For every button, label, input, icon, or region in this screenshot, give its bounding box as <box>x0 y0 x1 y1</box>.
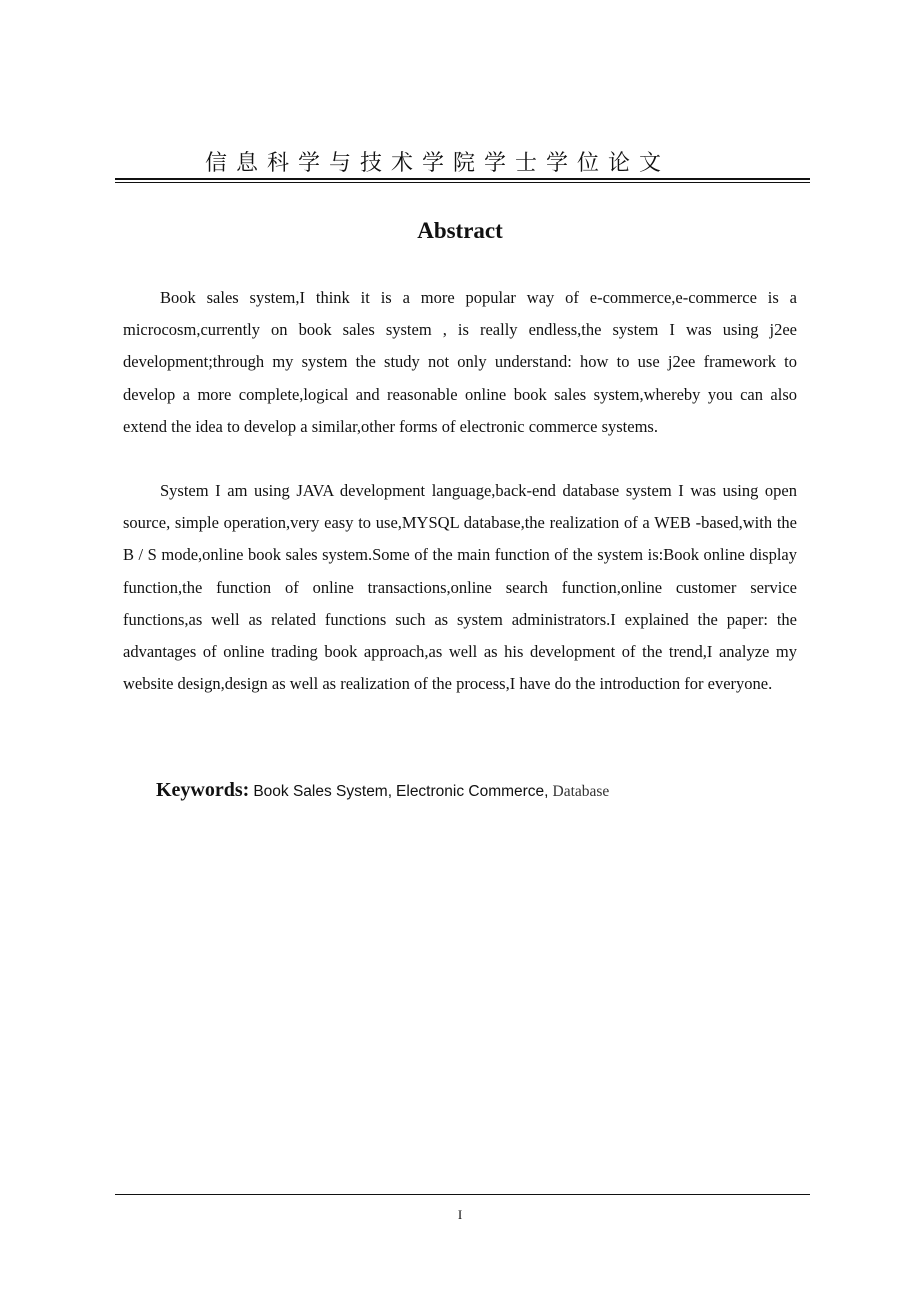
header-divider-thick <box>115 178 810 180</box>
keyword-item: Book Sales System, <box>253 783 393 800</box>
paragraph-text: System I am using JAVA development language,back-end database system I was using open source, simple operation,very easy to use,MYSQL database,the realization of a WEB -based,with the B / S mode,online book sales system.Some of the main function of the system is:Book online display function,the function of online transactions,online search function,online customer service functions,as well as related functions such as system administrators.I explained the paper: the advantages of online trading book approach,as well as his development of the trend,I analyze my website design,design as well as realization of the process,I have do the introduction for everyone. <box>123 481 797 694</box>
abstract-paragraph-2 <box>123 475 797 700</box>
abstract-paragraph-1 <box>123 282 797 443</box>
keywords-line <box>156 779 609 802</box>
footer-divider <box>115 1194 810 1195</box>
page-number: I <box>457 1207 463 1222</box>
thesis-header-title: 信息科学与技术学院学士学位论文 <box>205 151 671 176</box>
paragraph-text: Book sales system,I think it is a more popular way of e-commerce,e-commerce is a microcosm,currently on book sales system , is really endless,the system I was using j2ee development;through my system the study not only understand: how to use j2ee framework to develop a more complete,logical and reasonable online book sales system,whereby you can also extend the idea to develop a similar,other forms of electronic commerce systems. <box>123 288 797 436</box>
header-divider-thin <box>115 182 810 183</box>
keywords-label: Keywords: <box>156 779 250 801</box>
abstract-heading: Abstract <box>417 218 503 243</box>
keyword-item: Electronic Commerce, <box>396 783 549 800</box>
keyword-item: Database <box>552 783 610 800</box>
